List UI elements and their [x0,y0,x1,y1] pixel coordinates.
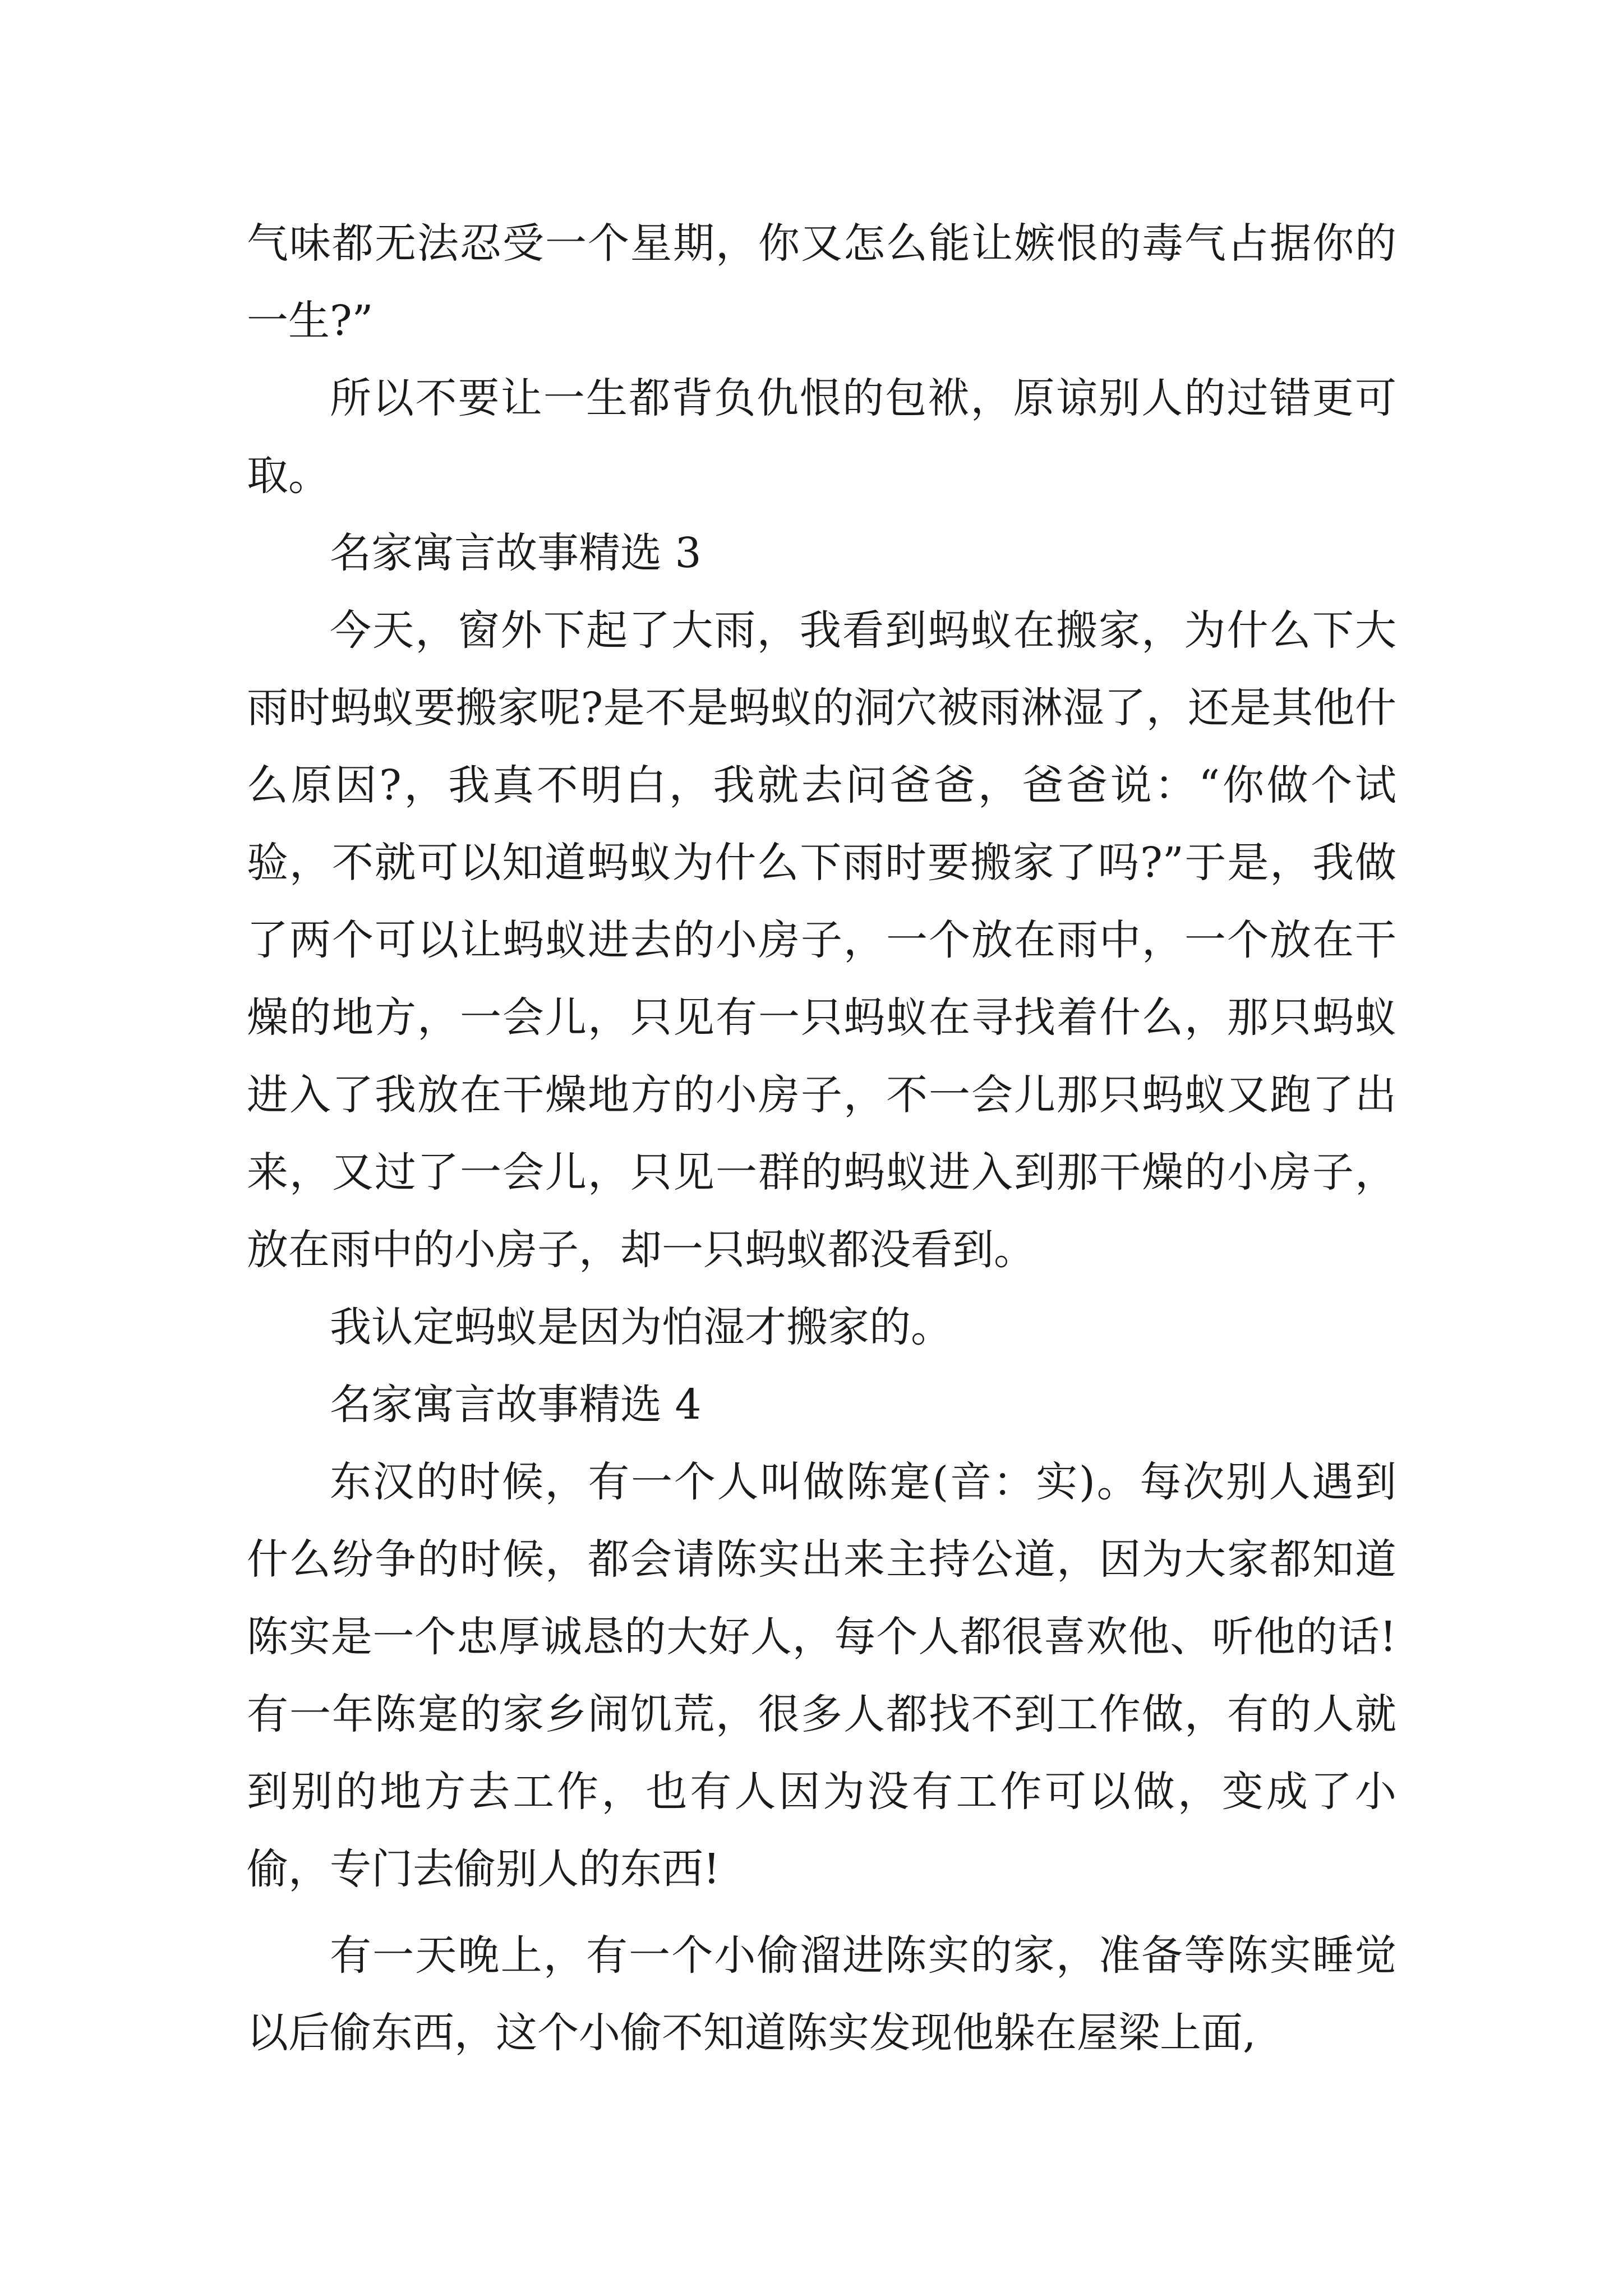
paragraph-ants-conclusion: 我认定蚂蚁是因为怕湿才搬家的。 [330,1303,952,1351]
paragraph-ants-story: 今天，窗外下起了大雨，我看到蚂蚁在搬家，为什么下大雨时蚂蚁要搬家呢?是不是蚂蚁的洞穴被雨淋湿了，还是其他什么原因?，我真不明白，我就去问爸爸，爸爸说：“你做个试验，不就可以知道蚂蚁为什么下雨时要搬家了吗?”于是，我做了两个可以让蚂蚁进去的小房子，一个放在雨中，一个放在干燥的地方，一会儿，只见有一只蚂蚁在寻找着什么，那只蚂蚁进入了我放在干燥地方的小房子，不一会儿那只蚂蚁又跑了出来，又过了一会儿，只见一群的蚂蚁进入到那干燥的小房子，放在雨中的小房子，却一只蚂蚁都没看到。 [247,606,1396,1274]
section-heading-3: 名家寓言故事精选 3 [330,529,702,577]
paragraph-conclusion: 所以不要让一生都背负仇恨的包袱，原谅别人的过错更可取。 [247,374,1396,500]
document-page [247,205,1396,2072]
section-heading-4: 名家寓言故事精选 4 [330,1381,702,1429]
paragraph-thief-night: 有一天晚上，有一个小偷溜进陈实的家，准备等陈实睡觉以后偷东西，这个小偷不知道陈实发现他躲在屋梁上面, [247,1931,1396,2057]
paragraph-continuation: 气味都无法忍受一个星期，你又怎么能让嫉恨的毒气占据你的一生?” [247,219,1396,345]
paragraph-chen-shi-intro: 东汉的时候，有一个人叫做陈寔(音：实)。每次别人遇到什么纷争的时候，都会请陈实出来主持公道，因为大家都知道陈实是一个忠厚诚恳的大好人，每个人都很喜欢他、听他的话!有一年陈寔的家乡闹饥荒，很多人都找不到工作做，有的人就到别的地方去工作，也有人因为没有工作可以做，变成了小偷，专门去偷别人的东西! [247,1458,1396,1893]
